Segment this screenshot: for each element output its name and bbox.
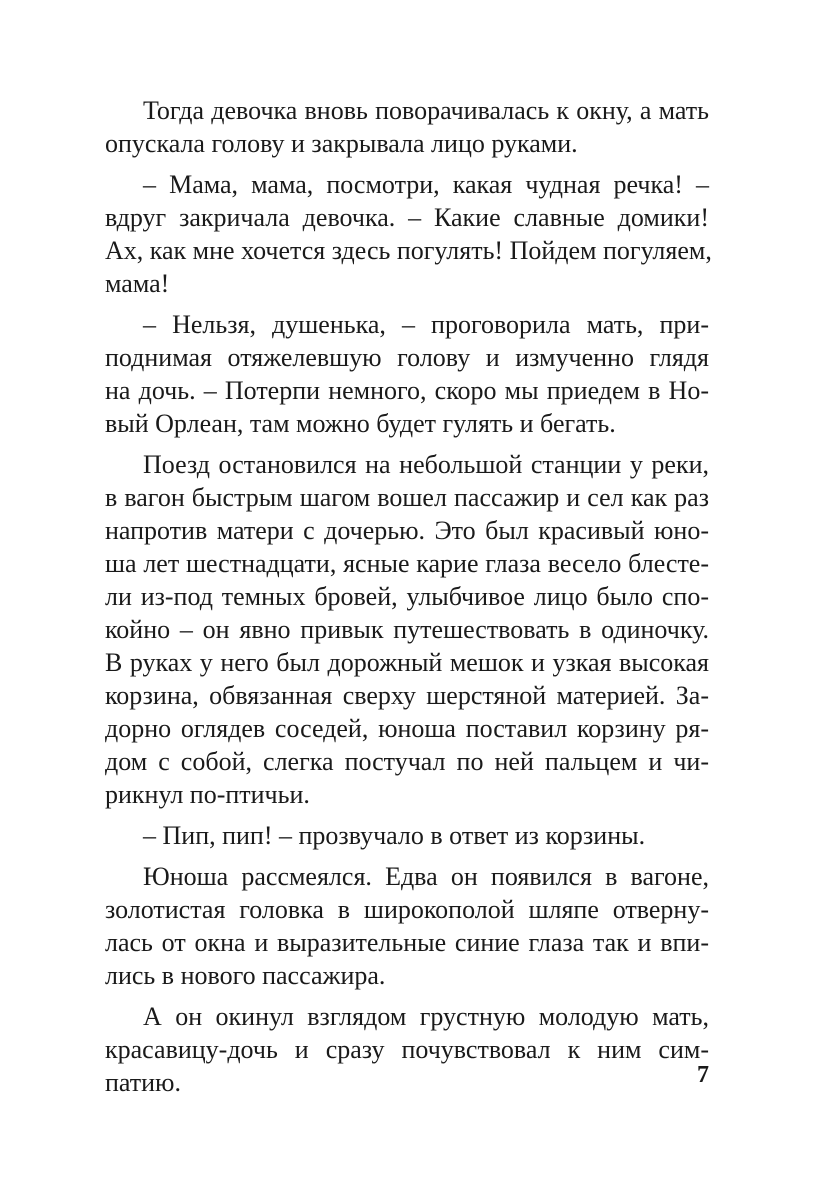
text-line: золотистая головка в широкополой шляпе отверну-: [105, 895, 709, 924]
text-line: А он окинул взглядом грустную молодую мать,: [143, 1002, 709, 1031]
text-line: лись в нового пассажира.: [105, 961, 386, 990]
text-line: корзина, обвязанная сверху шерстяной материей. За-: [105, 681, 709, 710]
text-line: рикнул по-птичьи.: [105, 780, 310, 809]
text-line: Поезд остановился на небольшой станции у реки,: [143, 450, 709, 479]
text-line: вый Орлеан, там можно будет гулять и бегать.: [105, 409, 616, 438]
text-line: ша лет шестнадцати, ясные карие глаза весело блесте-: [105, 549, 709, 578]
paragraph-5: [105, 819, 709, 852]
text-line: – Пип, пип! – прозвучало в ответ из корзины.: [143, 821, 646, 850]
paragraph-1: [105, 94, 709, 160]
text-line: лась от окна и выразительные синие глаза так и впи-: [105, 928, 709, 957]
text-line: красавицу-дочь и сразу почувствовал к ним сим-: [105, 1035, 709, 1064]
page-number: 7: [697, 1062, 709, 1088]
text-line: вдруг закричала девочка. – Какие славные домики!: [105, 203, 709, 232]
body-text: [105, 94, 712, 1107]
paragraph-2: [105, 168, 712, 300]
text-line: ли из-под темных бровей, улыбчивое лицо было спо-: [105, 582, 709, 611]
paragraph-3: [105, 308, 709, 440]
text-line: койно – он явно привык путешествовать в одиночку.: [105, 615, 709, 644]
text-line: дом с собой, слегка постучал по ней пальцем и чи-: [105, 747, 709, 776]
text-line: мама!: [105, 269, 170, 298]
text-line: патию.: [105, 1068, 181, 1097]
text-line: – Мама, мама, посмотри, какая чудная речка! –: [143, 170, 709, 199]
paragraph-4: [105, 448, 709, 811]
text-line: на дочь. – Потерпи немного, скоро мы приедем в Но-: [105, 376, 709, 405]
text-line: Тогда девочка вновь поворачивалась к окну, а мать: [143, 96, 709, 125]
text-line: – Нельзя, душенька, – проговорила мать, при-: [143, 310, 709, 339]
text-line: в вагон быстрым шагом вошел пассажир и сел как раз: [105, 483, 709, 512]
text-line: поднимая отяжелевшую голову и измученно глядя: [105, 343, 709, 372]
text-line: Ах, как мне хочется здесь погулять! Пойдем погуляем,: [105, 236, 712, 265]
text-line: напротив матери с дочерью. Это был красивый юно-: [105, 516, 709, 545]
text-line: Юноша рассмеялся. Едва он появился в вагоне,: [143, 862, 709, 891]
paragraph-6: [105, 860, 709, 992]
text-line: опускала голову и закрывала лицо руками.: [105, 129, 578, 158]
text-line: дорно оглядев соседей, юноша поставил корзину ря-: [105, 714, 709, 743]
paragraph-7: [105, 1000, 709, 1099]
text-line: В руках у него был дорожный мешок и узкая высокая: [105, 648, 709, 677]
